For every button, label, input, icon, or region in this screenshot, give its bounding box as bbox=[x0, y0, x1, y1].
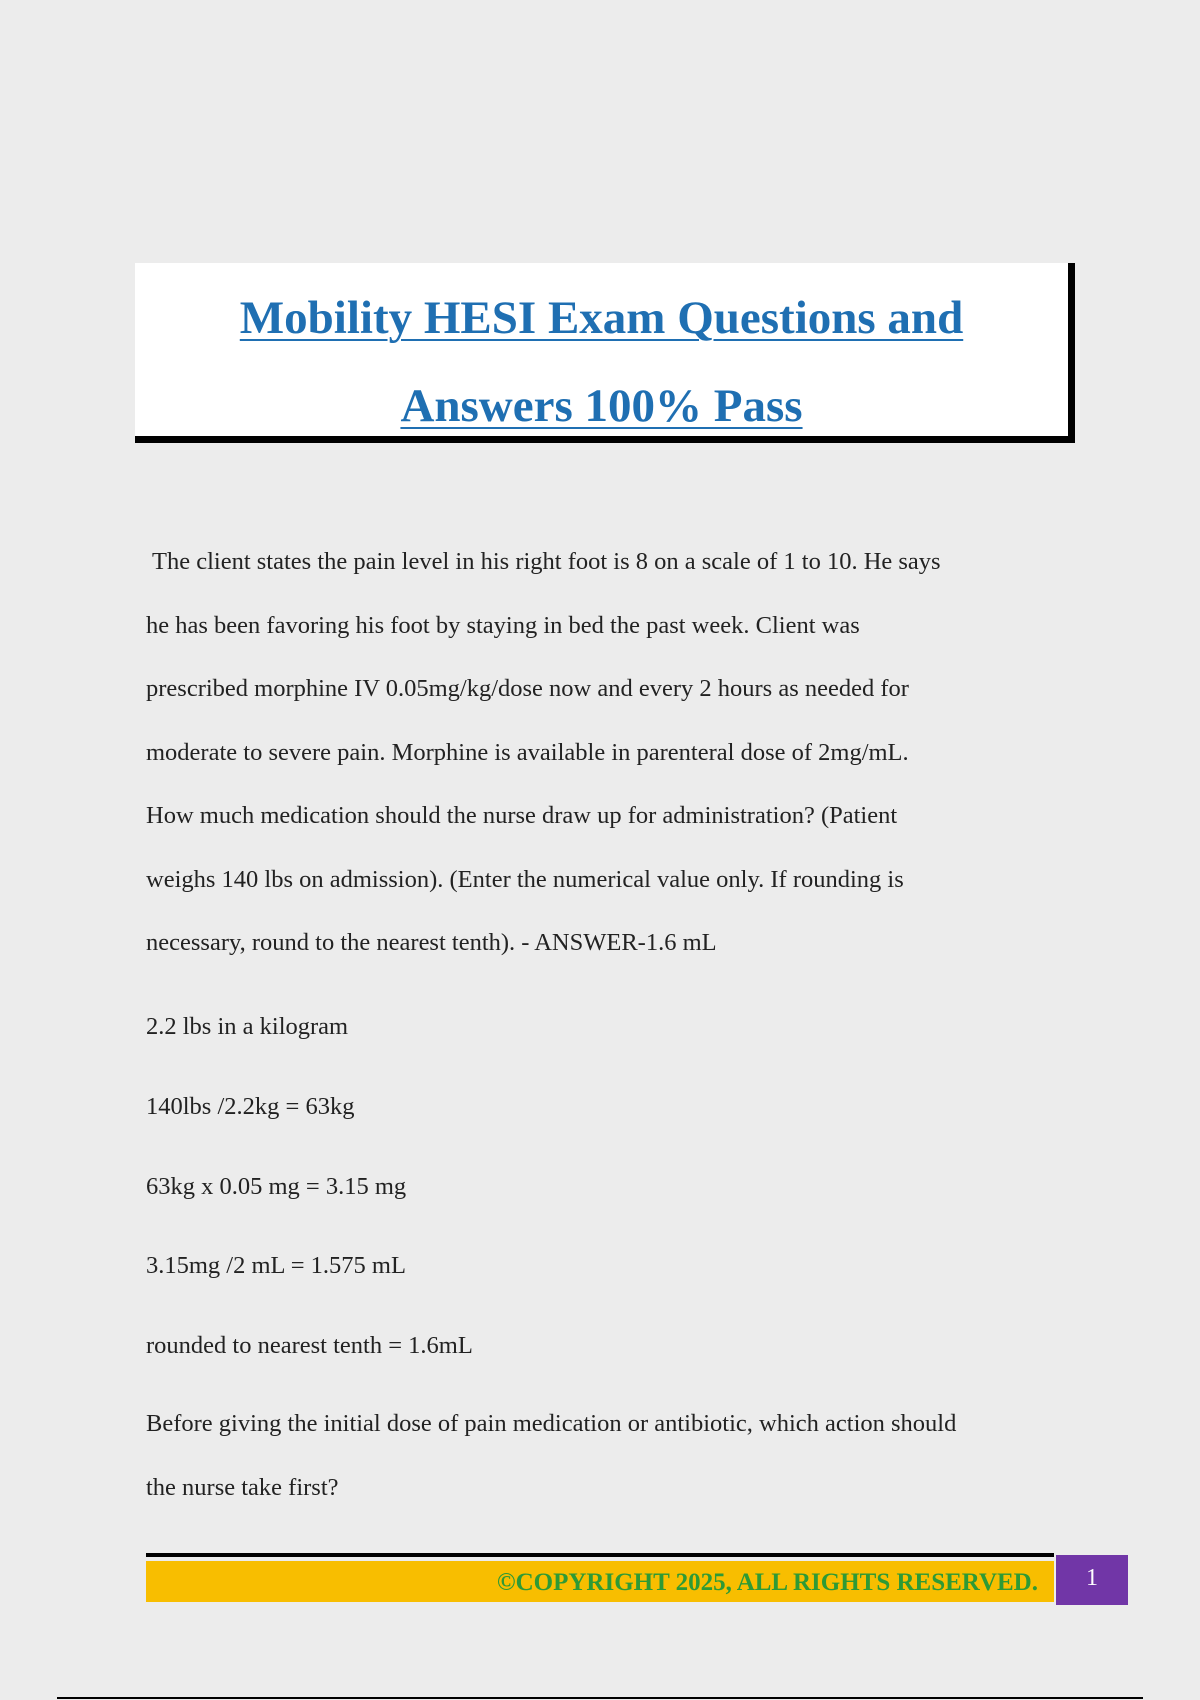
calculation-step: rounded to nearest tenth = 1.6mL bbox=[146, 1332, 473, 1359]
footer-bar bbox=[146, 1561, 1054, 1602]
title-box bbox=[135, 263, 1075, 443]
question-1-line: he has been favoring his foot by staying in bed the past week. Client was bbox=[146, 612, 860, 639]
calculation-step: 3.15mg /2 mL = 1.575 mL bbox=[146, 1252, 406, 1279]
question-1-line: prescribed morphine IV 0.05mg/kg/dose now and every 2 hours as needed for bbox=[146, 675, 909, 702]
question-1-line: The client states the pain level in his right foot is 8 on a scale of 1 to 10. He says bbox=[152, 548, 941, 575]
document-title-line-2: Answers 100% Pass bbox=[400, 380, 803, 432]
question-1-answer-line: necessary, round to the nearest tenth). - ANSWER-1.6 mL bbox=[146, 929, 717, 956]
page-number: 1 bbox=[1056, 1555, 1128, 1605]
question-1-line: weighs 140 lbs on admission). (Enter the numerical value only. If rounding is bbox=[146, 866, 904, 893]
question-1-line: moderate to severe pain. Morphine is available in parenteral dose of 2mg/mL. bbox=[146, 739, 909, 766]
calculation-step: 63kg x 0.05 mg = 3.15 mg bbox=[146, 1173, 407, 1200]
question-1-line: How much medication should the nurse draw up for administration? (Patient bbox=[146, 802, 898, 829]
calculation-step: 2.2 lbs in a kilogram bbox=[146, 1013, 349, 1040]
page-bottom-divider bbox=[57, 1697, 1143, 1699]
calculation-step: 140lbs /2.2kg = 63kg bbox=[146, 1093, 355, 1120]
question-2-line: Before giving the initial dose of pain medication or antibiotic, which action should bbox=[146, 1410, 957, 1437]
document-title-line-1: Mobility HESI Exam Questions and bbox=[239, 292, 964, 344]
copyright-notice: ©COPYRIGHT 2025, ALL RIGHTS RESERVED. bbox=[496, 1569, 1038, 1596]
question-2-line: the nurse take first? bbox=[146, 1474, 339, 1501]
footer-divider bbox=[146, 1553, 1054, 1557]
